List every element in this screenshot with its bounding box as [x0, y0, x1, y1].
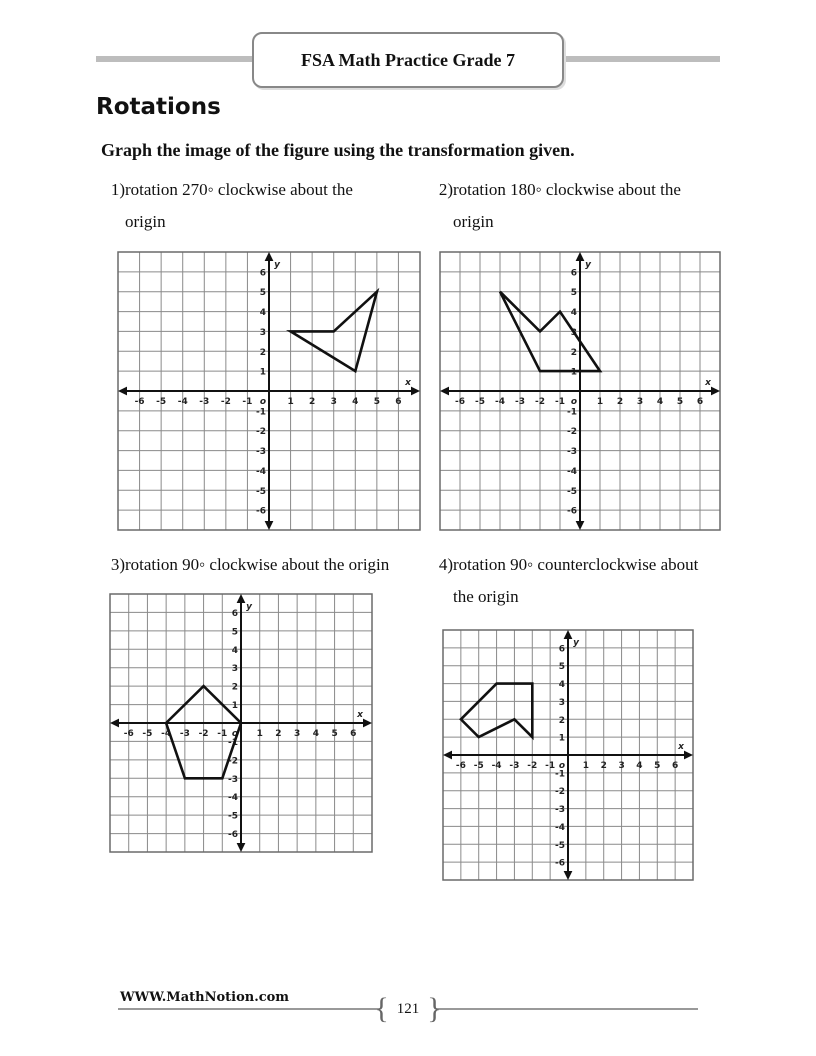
- y-tick-label: -6: [567, 506, 577, 517]
- y-axis-label: y: [585, 260, 591, 270]
- y-axis-label: y: [246, 602, 252, 612]
- x-tick-label: -6: [455, 761, 466, 771]
- coordinate-grid-1: [118, 252, 420, 530]
- x-tick-label: 6: [672, 761, 679, 771]
- problem-text: rotation 180◦ clockwise about the: [453, 180, 681, 199]
- problem-text: rotation 90◦ clockwise about the origin: [125, 555, 390, 574]
- y-tick-label: -3: [567, 447, 577, 458]
- problem-3: [103, 549, 389, 581]
- x-tick-label: -1: [545, 761, 556, 771]
- axis-arrow-icon: [576, 521, 585, 530]
- y-tick-label: 2: [558, 715, 565, 726]
- y-tick-label: -1: [228, 737, 238, 748]
- y-tick-label: -5: [555, 840, 565, 851]
- y-tick-label: -5: [256, 486, 266, 497]
- x-tick-label: 3: [618, 761, 625, 771]
- coordinate-grid-3: [110, 594, 372, 852]
- y-tick-label: 5: [558, 662, 565, 673]
- problem-number: 1): [110, 180, 125, 199]
- y-tick-label: -6: [555, 858, 565, 869]
- y-axis-label: y: [274, 260, 280, 270]
- axis-arrow-icon: [118, 387, 127, 396]
- axis-arrow-icon: [443, 751, 452, 760]
- left-brace-icon: {: [374, 992, 389, 1025]
- x-axis-label: x: [357, 710, 363, 720]
- y-tick-label: 3: [558, 697, 565, 708]
- x-tick-label: 4: [636, 761, 643, 771]
- y-tick-label: -3: [228, 774, 238, 785]
- axis-arrow-icon: [411, 387, 420, 396]
- axis-arrow-icon: [265, 252, 274, 261]
- y-tick-label: 6: [231, 608, 238, 619]
- y-axis-label: y: [573, 638, 579, 648]
- section-title: Rotations: [96, 94, 221, 120]
- y-tick-label: -2: [228, 756, 238, 767]
- problem-number: 2): [438, 180, 453, 199]
- y-tick-label: -6: [228, 830, 238, 841]
- footer-line-left: [118, 1008, 380, 1010]
- x-tick-label: 6: [350, 729, 357, 739]
- x-tick-label: -2: [198, 729, 209, 739]
- origin-label: o: [259, 397, 266, 407]
- axis-arrow-icon: [576, 252, 585, 261]
- x-tick-label: 2: [275, 729, 282, 739]
- problem-number: 3): [110, 555, 125, 574]
- y-tick-label: -4: [555, 822, 565, 833]
- y-tick-label: -5: [228, 811, 238, 822]
- y-tick-label: 5: [570, 288, 577, 299]
- x-tick-label: -1: [217, 729, 228, 739]
- x-tick-label: -1: [242, 397, 253, 407]
- x-tick-label: 4: [352, 397, 359, 407]
- x-tick-label: 3: [330, 397, 337, 407]
- x-tick-label: 1: [596, 397, 604, 407]
- coordinate-grid-2: [440, 252, 720, 530]
- y-tick-label: 4: [259, 308, 266, 319]
- x-tick-label: 2: [309, 397, 316, 407]
- axis-arrow-icon: [564, 871, 573, 880]
- x-tick-label: -3: [515, 397, 525, 407]
- x-tick-label: -6: [455, 397, 465, 407]
- axis-arrow-icon: [265, 521, 274, 530]
- problem-text-cont: origin: [453, 212, 494, 231]
- page-number: { 121 }: [374, 992, 442, 1025]
- x-axis-label: x: [405, 378, 411, 388]
- header-title: FSA Math Practice Grade 7: [252, 32, 564, 88]
- x-tick-label: -1: [555, 397, 565, 407]
- y-tick-label: -1: [567, 407, 577, 418]
- y-tick-label: 1: [231, 701, 238, 712]
- problem-1: [103, 174, 353, 238]
- origin-label: o: [231, 729, 238, 739]
- x-tick-label: 6: [395, 397, 402, 407]
- x-tick-label: -3: [199, 397, 210, 407]
- x-tick-label: -5: [156, 397, 167, 407]
- y-tick-label: -2: [555, 787, 565, 798]
- y-tick-label: -5: [567, 486, 577, 497]
- coordinate-grid-4: [443, 630, 693, 880]
- x-tick-label: 2: [616, 397, 624, 407]
- y-tick-label: 3: [231, 664, 238, 675]
- y-tick-label: 5: [231, 627, 238, 638]
- x-tick-label: 3: [294, 729, 301, 739]
- y-tick-label: 1: [259, 367, 266, 378]
- x-tick-label: 1: [287, 397, 294, 407]
- axis-arrow-icon: [363, 719, 372, 728]
- x-tick-label: 3: [636, 397, 644, 407]
- y-tick-label: 6: [570, 268, 577, 279]
- y-tick-label: 2: [570, 347, 577, 358]
- problem-text-cont: the origin: [453, 587, 519, 606]
- x-tick-label: -3: [179, 729, 190, 739]
- y-tick-label: -3: [256, 447, 266, 458]
- x-tick-label: -5: [473, 761, 484, 771]
- axis-arrow-icon: [237, 594, 246, 603]
- y-tick-label: 4: [558, 680, 565, 691]
- x-tick-label: -6: [134, 397, 145, 407]
- footer-website: WWW.MathNotion.com: [120, 990, 290, 1005]
- x-tick-label: -5: [142, 729, 153, 739]
- x-tick-label: -5: [475, 397, 485, 407]
- x-tick-label: -4: [161, 729, 172, 739]
- problem-text-cont: origin: [125, 212, 166, 231]
- y-tick-label: 2: [231, 682, 238, 693]
- axis-arrow-icon: [237, 843, 246, 852]
- x-axis-label: x: [678, 742, 684, 752]
- y-tick-label: 3: [259, 327, 266, 338]
- y-tick-label: -1: [555, 769, 565, 780]
- x-tick-label: -2: [535, 397, 545, 407]
- y-tick-label: -2: [256, 427, 266, 438]
- axis-arrow-icon: [110, 719, 119, 728]
- x-tick-label: 5: [654, 761, 661, 771]
- y-tick-label: 5: [259, 288, 266, 299]
- x-tick-label: -3: [509, 761, 520, 771]
- x-tick-label: 1: [256, 729, 263, 739]
- origin-label: o: [570, 397, 577, 407]
- axis-arrow-icon: [440, 387, 449, 396]
- y-tick-label: 1: [558, 733, 565, 744]
- y-tick-label: 6: [558, 644, 565, 655]
- y-tick-label: -2: [567, 427, 577, 438]
- x-tick-label: 5: [676, 397, 684, 407]
- x-tick-label: -4: [495, 397, 505, 407]
- header-bar-right: [560, 56, 720, 62]
- problem-text: rotation 270◦ clockwise about the: [125, 180, 353, 199]
- x-tick-label: 1: [582, 761, 589, 771]
- problem-4: [431, 549, 698, 613]
- y-tick-label: -6: [256, 506, 266, 517]
- axis-arrow-icon: [711, 387, 720, 396]
- y-tick-label: 6: [259, 268, 266, 279]
- problem-2: [431, 174, 681, 238]
- x-tick-label: -4: [491, 761, 502, 771]
- y-tick-label: -1: [256, 407, 266, 418]
- y-tick-label: 1: [570, 367, 577, 378]
- problem-number: 4): [438, 555, 453, 574]
- y-tick-label: -4: [567, 466, 577, 477]
- y-tick-label: 3: [570, 327, 577, 338]
- y-tick-label: -4: [228, 793, 238, 804]
- x-tick-label: 6: [696, 397, 704, 407]
- x-tick-label: 2: [600, 761, 607, 771]
- right-brace-icon: }: [427, 992, 442, 1025]
- instruction-text: Graph the image of the figure using the transformation given.: [101, 140, 575, 160]
- x-tick-label: 5: [373, 397, 380, 407]
- y-tick-label: 2: [259, 347, 266, 358]
- y-tick-label: -4: [256, 466, 266, 477]
- problem-text: rotation 90◦ counterclockwise about: [453, 555, 699, 574]
- x-axis-label: x: [705, 378, 711, 388]
- footer-line-right: [436, 1008, 698, 1010]
- y-tick-label: -3: [555, 805, 565, 816]
- x-tick-label: 4: [312, 729, 319, 739]
- y-tick-label: 4: [231, 645, 238, 656]
- x-tick-label: -2: [220, 397, 231, 407]
- x-tick-label: -6: [123, 729, 134, 739]
- x-tick-label: 4: [656, 397, 664, 407]
- header-bar-left: [96, 56, 256, 62]
- axis-arrow-icon: [564, 630, 573, 639]
- x-tick-label: -2: [527, 761, 538, 771]
- x-tick-label: 5: [331, 729, 338, 739]
- y-tick-label: 4: [570, 308, 577, 319]
- origin-label: o: [558, 761, 565, 771]
- x-tick-label: -4: [177, 397, 188, 407]
- axis-arrow-icon: [684, 751, 693, 760]
